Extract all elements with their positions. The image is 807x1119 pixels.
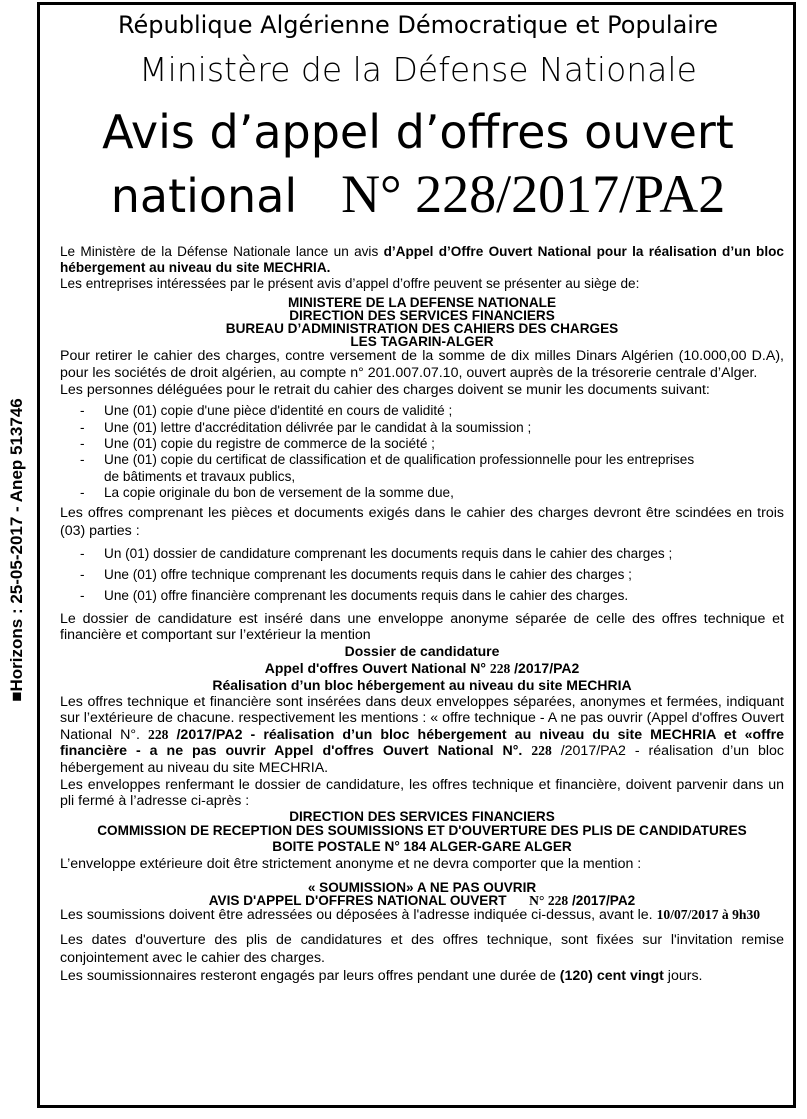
offer-parts-list [74, 545, 784, 605]
notice-title-prefix: national [110, 169, 298, 223]
address-line-3: BUREAU D’ADMINISTRATION DES CAHIERS DES CHARGES [225, 320, 619, 336]
intro-text: Le Ministère de la Défense Nationale lance un avis [60, 244, 384, 259]
envelopes-text-3: /2017/PA2 - réalisation d’un bloc hébergement au niveau du site MECHRIA. [60, 743, 784, 776]
offers-paragraph: Les offres comprenant les pièces et documents exigés dans le cahier des charges devront être scindées en trois (03) parties : [60, 504, 784, 539]
payment-paragraph: Pour retirer le cahier des charges, contre versement de la somme de dix milles Dinars Algérien (10.000,00 D.A), pour les sociétés de droit algérien, au compte n° 201.007.07.10, ouvert auprès de la trésorerie centrale d’Alger. [60, 347, 784, 382]
submission-reference-number: N° 228 [529, 892, 569, 908]
list-item: - Un (01) dossier de candidature comprenant les documents requis dans le cahier des charges ; [74, 545, 784, 563]
submission-reference-text: AVIS D'APPEL D'OFFRES NATIONAL OUVERT [208, 892, 507, 908]
address-line-1: MINISTERE DE LA DEFENSE NATIONALE [287, 294, 557, 310]
list-item: - Une (01) offre technique comprenant les documents requis dans le cahier des charges ; [74, 566, 784, 584]
envelopes-number-2: 228 [531, 743, 552, 759]
delegates-paragraph: Les personnes déléguées pour le retrait du cahier des charges doivent se munir les documents suivant: [60, 381, 710, 398]
notice-number: N° 228/2017/PA2 [341, 164, 726, 224]
intro-paragraph [60, 244, 784, 276]
submission-reference [60, 894, 784, 907]
publication-reference: ■Horizons : 25-05-2017 - Anep 513746 [7, 398, 26, 702]
list-item: - Une (01) copie du certificat de classification et de qualification professionnelle pour les entreprises de bâtiments et travaux publics, [74, 452, 784, 485]
list-item: - Une (01) lettre d'accréditation délivrée par le candidat à la soumission ; [74, 420, 784, 436]
publication-sidebar [1, 350, 33, 750]
list-item: - Une (01) offre financière comprenant les documents requis dans le cahier des charges. [74, 587, 784, 605]
envelopes-text-2: - réalisation d’un bloc hébergement au niveau du site MECHRIA et «offre financière - a ne pas ouvrir Appel d'offres Ouvert National N°. [60, 726, 784, 760]
mention-reference [60, 660, 784, 677]
notice-title-number [40, 164, 796, 226]
ministry-heading: Ministère de la Défense Nationale [139, 50, 697, 89]
notice-body [60, 244, 784, 985]
submission-reference-suffix: /2017/PA2 [572, 892, 636, 908]
mention-reference-suffix: /2017/PA2 [514, 659, 580, 676]
deadline-paragraph [60, 907, 784, 923]
commitment-duration: (120) cent vingt [559, 967, 664, 984]
anonymous-paragraph: L’enveloppe extérieure doit être strictement anonyme et ne devra comporter que la mention : [60, 855, 642, 872]
delivery-paragraph: Les enveloppes renfermant le dossier de candidature, les offres technique et financière, doivent parvenir dans un pli fermé à l’adresse ci-après : [60, 776, 784, 810]
commitment-text: Les soumissionnaires resteront engagés par leurs offres pendant une durée de [60, 967, 560, 984]
mention-reference-number: 228 [489, 660, 511, 676]
envelopes-number-1: 228 [148, 726, 169, 742]
reception-address-1: DIRECTION DES SERVICES FINANCIERS [289, 808, 555, 824]
commitment-suffix: jours. [663, 967, 703, 984]
mention-project: Réalisation d’un bloc hébergement au niveau du site MECHRIA [212, 676, 632, 693]
reception-address-3: BOITE POSTALE N° 184 ALGER-GARE ALGER [272, 838, 572, 854]
companies-paragraph: Les entreprises intéressées par le présent avis d’appel d’offre peuvent se présenter au siège de: [60, 276, 640, 292]
mention-reference-text: Appel d'offres Ouvert National N° [264, 659, 486, 676]
address-line-2: DIRECTION DES SERVICES FINANCIERS [289, 307, 555, 323]
deadline-date: 10/07/2017 à 9h30 [656, 906, 761, 922]
envelopes-text: Les offres technique et financière sont insérées dans deux enveloppes séparées, anonymes et fermées, indiquant sur l’extérieure de chacune. respectivement les mentions : « offre technique - A ne pas ouvrir (Appel d'offres Ouvert National N°. [60, 693, 784, 743]
list-item: - La copie originale du bon de versement de la somme due, [74, 485, 784, 501]
list-item: - Une (01) copie du registre de commerce de la société ; [74, 436, 784, 452]
deadline-text: Les soumissions doivent être adressées ou déposées à l'adresse indiquée ci-dessus, avant le. [60, 906, 653, 923]
envelope-paragraph: Le dossier de candidature est inséré dans une enveloppe anonyme séparée de celle des offres technique et financière et comportant sur l’extérieur la mention [60, 610, 784, 643]
commitment-paragraph [60, 967, 784, 985]
envelopes-paragraph [60, 694, 784, 777]
notice-title: Avis d’appel d’offres ouvert [102, 105, 734, 159]
opening-paragraph: Les dates d'ouverture des plis de candidatures et des offres technique, sont fixées sur l'invitation remise conjointement avec le cahier des charges. [60, 931, 784, 966]
reception-address-2: COMMISSION DE RECEPTION DES SOUMISSIONS ET D'OUVERTURE DES PLIS DE CANDIDATURES [97, 822, 747, 838]
republic-heading: République Algérienne Démocratique et Populaire [117, 11, 719, 39]
intro-bold-text: d’Appel d’Offre Ouvert National pour la réalisation d’un bloc hébergement au niveau du site MECHRIA. [60, 244, 784, 276]
submission-mention: « SOUMISSION» A NE PAS OUVRIR [307, 879, 537, 895]
list-item: - Une (01) copie d'une pièce d'identité en cours de validité ; [74, 403, 784, 419]
address-line-4: LES TAGARIN-ALGER [350, 333, 494, 349]
required-documents-list [74, 403, 784, 501]
envelopes-suffix: /2017/PA2 [176, 726, 243, 743]
mention-title: Dossier de candidature [344, 642, 500, 659]
